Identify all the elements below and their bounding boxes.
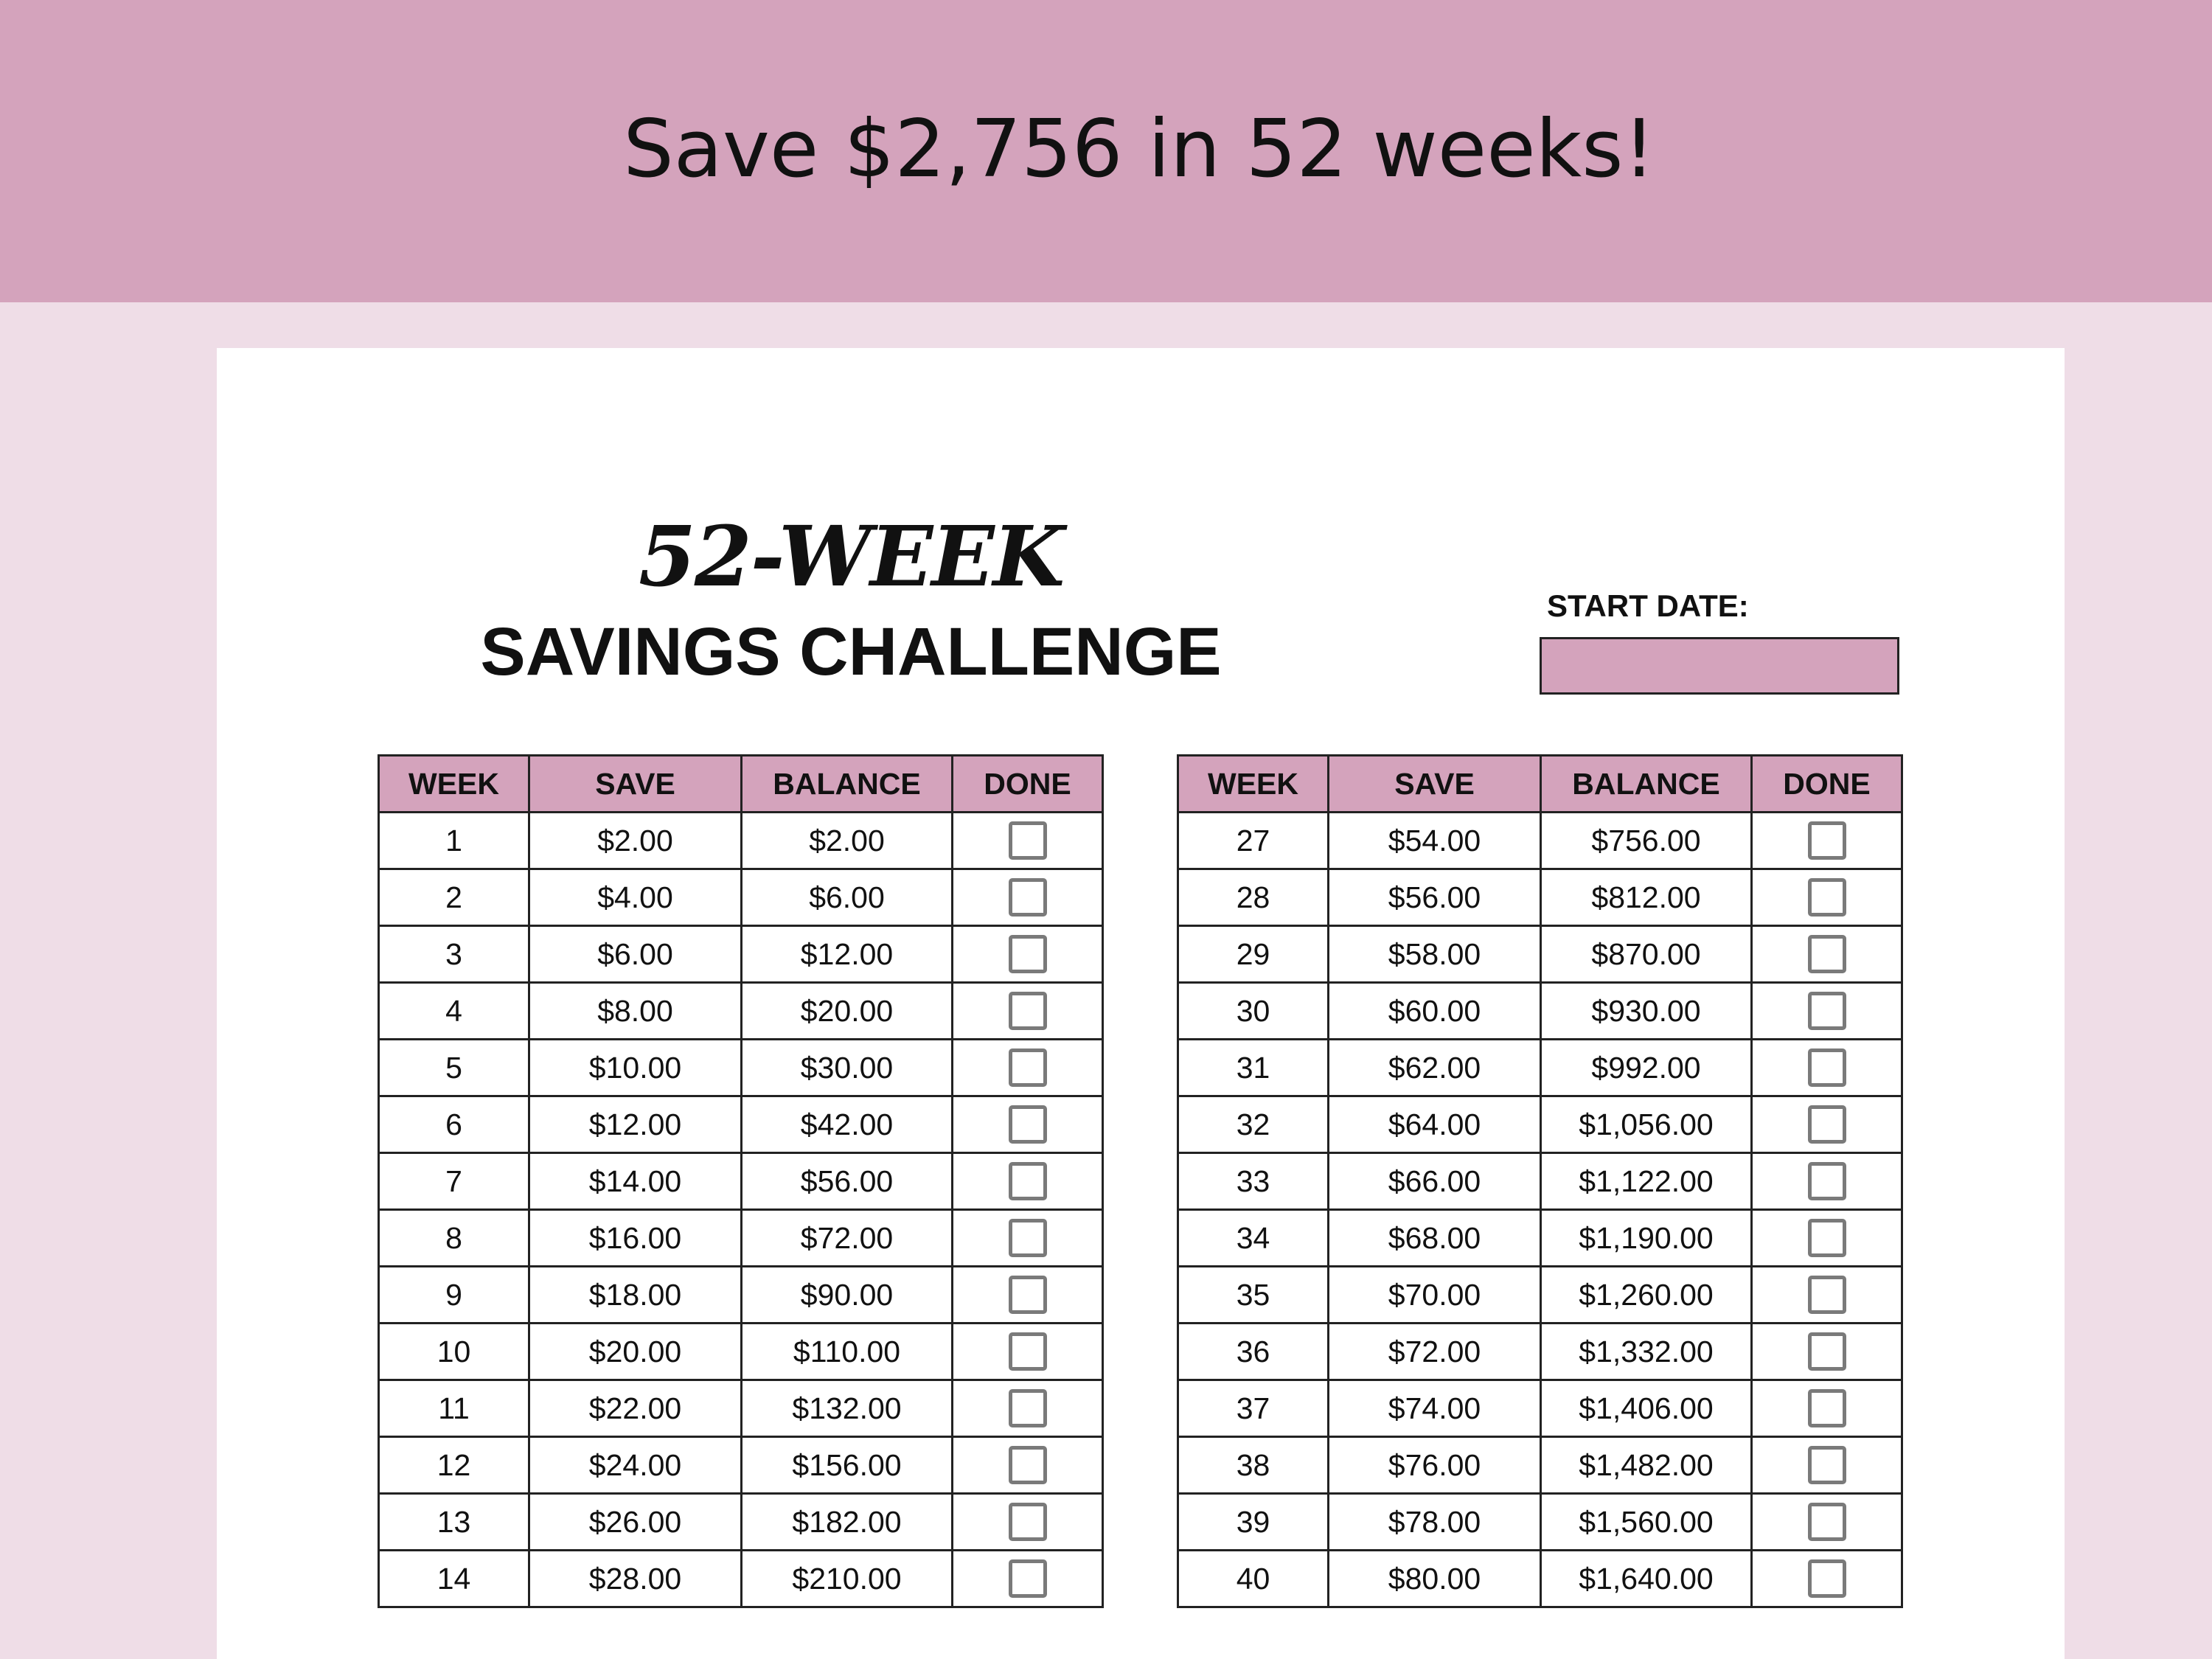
done-cell: [1752, 869, 1902, 926]
week-cell: 6: [379, 1096, 529, 1153]
table-row: [379, 1494, 1103, 1551]
balance-cell: $90.00: [742, 1267, 953, 1324]
week-cell: 5: [379, 1040, 529, 1096]
week-cell: 28: [1178, 869, 1329, 926]
save-cell: $60.00: [1329, 983, 1541, 1040]
done-cell: [1752, 1494, 1902, 1551]
header-week: WEEK: [379, 756, 529, 813]
balance-cell: $1,640.00: [1541, 1551, 1752, 1607]
table-row: [1178, 1096, 1902, 1153]
checkbox-icon[interactable]: [1009, 1389, 1047, 1427]
save-cell: $80.00: [1329, 1551, 1541, 1607]
week-cell: 35: [1178, 1267, 1329, 1324]
save-cell: $12.00: [529, 1096, 742, 1153]
table-row: [1178, 1267, 1902, 1324]
done-cell: [1752, 1096, 1902, 1153]
week-cell: 27: [1178, 813, 1329, 869]
table-row: [379, 1040, 1103, 1096]
checkbox-icon[interactable]: [1009, 1332, 1047, 1371]
done-cell: [953, 1551, 1103, 1607]
balance-cell: $2.00: [742, 813, 953, 869]
done-cell: [953, 1267, 1103, 1324]
save-cell: $66.00: [1329, 1153, 1541, 1210]
header-balance: BALANCE: [742, 756, 953, 813]
week-cell: 4: [379, 983, 529, 1040]
table-row: [1178, 1551, 1902, 1607]
done-cell: [1752, 1153, 1902, 1210]
checkbox-icon[interactable]: [1808, 1219, 1846, 1257]
save-cell: $8.00: [529, 983, 742, 1040]
save-cell: $64.00: [1329, 1096, 1541, 1153]
week-cell: 3: [379, 926, 529, 983]
week-cell: 36: [1178, 1324, 1329, 1380]
done-cell: [953, 983, 1103, 1040]
balance-cell: $156.00: [742, 1437, 953, 1494]
week-cell: 1: [379, 813, 529, 869]
save-cell: $20.00: [529, 1324, 742, 1380]
balance-cell: $210.00: [742, 1551, 953, 1607]
week-cell: 9: [379, 1267, 529, 1324]
done-cell: [1752, 813, 1902, 869]
savings-table-right: [1177, 754, 1903, 1608]
balance-cell: $132.00: [742, 1380, 953, 1437]
week-cell: 7: [379, 1153, 529, 1210]
checkbox-icon[interactable]: [1009, 1219, 1047, 1257]
done-cell: [1752, 1040, 1902, 1096]
save-cell: $78.00: [1329, 1494, 1541, 1551]
done-cell: [953, 1324, 1103, 1380]
start-date-label: START DATE:: [1547, 588, 1749, 623]
checkbox-icon[interactable]: [1808, 1389, 1846, 1427]
checkbox-icon[interactable]: [1009, 1276, 1047, 1314]
balance-cell: $182.00: [742, 1494, 953, 1551]
save-cell: $16.00: [529, 1210, 742, 1267]
week-cell: 10: [379, 1324, 529, 1380]
balance-cell: $72.00: [742, 1210, 953, 1267]
table-header-row: [1178, 756, 1902, 813]
balance-cell: $6.00: [742, 869, 953, 926]
checkbox-icon[interactable]: [1808, 821, 1846, 860]
table-row: [379, 1324, 1103, 1380]
save-cell: $22.00: [529, 1380, 742, 1437]
week-cell: 31: [1178, 1040, 1329, 1096]
savings-table-left: [378, 754, 1104, 1608]
done-cell: [953, 1096, 1103, 1153]
checkbox-icon[interactable]: [1808, 1162, 1846, 1200]
done-cell: [1752, 1551, 1902, 1607]
checkbox-icon[interactable]: [1009, 992, 1047, 1030]
balance-cell: $56.00: [742, 1153, 953, 1210]
balance-cell: $12.00: [742, 926, 953, 983]
balance-cell: $42.00: [742, 1096, 953, 1153]
table-row: [379, 869, 1103, 926]
title-52-week: 52-WEEK: [638, 509, 1064, 605]
week-cell: 12: [379, 1437, 529, 1494]
checkbox-icon[interactable]: [1808, 1446, 1846, 1484]
table-row: [379, 1437, 1103, 1494]
table-row: [379, 983, 1103, 1040]
balance-cell: $20.00: [742, 983, 953, 1040]
save-cell: $56.00: [1329, 869, 1541, 926]
checkbox-icon[interactable]: [1009, 1446, 1047, 1484]
table-row: [379, 1551, 1103, 1607]
balance-cell: $1,122.00: [1541, 1153, 1752, 1210]
balance-cell: $1,056.00: [1541, 1096, 1752, 1153]
table-row: [379, 813, 1103, 869]
save-cell: $76.00: [1329, 1437, 1541, 1494]
table-header-row: [379, 756, 1103, 813]
table-row: [379, 1380, 1103, 1437]
save-cell: $14.00: [529, 1153, 742, 1210]
done-cell: [953, 1210, 1103, 1267]
week-cell: 40: [1178, 1551, 1329, 1607]
table-row: [1178, 1437, 1902, 1494]
table-row: [379, 1210, 1103, 1267]
header-save: SAVE: [1329, 756, 1541, 813]
balance-cell: $1,260.00: [1541, 1267, 1752, 1324]
table-row: [1178, 983, 1902, 1040]
table-row: [1178, 1380, 1902, 1437]
save-cell: $6.00: [529, 926, 742, 983]
table-row: [1178, 1210, 1902, 1267]
checkbox-icon[interactable]: [1808, 1559, 1846, 1598]
save-cell: $58.00: [1329, 926, 1541, 983]
balance-cell: $756.00: [1541, 813, 1752, 869]
save-cell: $68.00: [1329, 1210, 1541, 1267]
table-row: [1178, 1040, 1902, 1096]
table-row: [379, 1267, 1103, 1324]
done-cell: [1752, 1437, 1902, 1494]
banner-headline: Save $2,756 in 52 weeks!: [623, 103, 1655, 195]
done-cell: [1752, 1380, 1902, 1437]
save-cell: $24.00: [529, 1437, 742, 1494]
save-cell: $10.00: [529, 1040, 742, 1096]
balance-cell: $1,560.00: [1541, 1494, 1752, 1551]
checkbox-icon[interactable]: [1808, 992, 1846, 1030]
header-balance: BALANCE: [1541, 756, 1752, 813]
week-cell: 37: [1178, 1380, 1329, 1437]
done-cell: [953, 1437, 1103, 1494]
header-save: SAVE: [529, 756, 742, 813]
start-date-field[interactable]: [1540, 637, 1899, 695]
checkbox-icon[interactable]: [1808, 1276, 1846, 1314]
week-cell: 13: [379, 1494, 529, 1551]
checkbox-icon[interactable]: [1808, 1105, 1846, 1144]
balance-cell: $1,332.00: [1541, 1324, 1752, 1380]
save-cell: $2.00: [529, 813, 742, 869]
balance-cell: $30.00: [742, 1040, 953, 1096]
save-cell: $4.00: [529, 869, 742, 926]
done-cell: [1752, 926, 1902, 983]
save-cell: $26.00: [529, 1494, 742, 1551]
week-cell: 39: [1178, 1494, 1329, 1551]
week-cell: 32: [1178, 1096, 1329, 1153]
header-week: WEEK: [1178, 756, 1329, 813]
title-savings-challenge: SAVINGS CHALLENGE: [480, 614, 1222, 689]
checkbox-icon[interactable]: [1009, 1503, 1047, 1541]
week-cell: 38: [1178, 1437, 1329, 1494]
done-cell: [953, 1494, 1103, 1551]
balance-cell: $812.00: [1541, 869, 1752, 926]
table-row: [1178, 869, 1902, 926]
done-cell: [953, 1380, 1103, 1437]
save-cell: $62.00: [1329, 1040, 1541, 1096]
table-row: [1178, 1494, 1902, 1551]
checkbox-icon[interactable]: [1009, 1162, 1047, 1200]
balance-cell: $870.00: [1541, 926, 1752, 983]
table-row: [1178, 813, 1902, 869]
table-row: [1178, 1324, 1902, 1380]
checkbox-icon[interactable]: [1009, 935, 1047, 973]
table-row: [1178, 1153, 1902, 1210]
done-cell: [1752, 1210, 1902, 1267]
balance-cell: $1,482.00: [1541, 1437, 1752, 1494]
save-cell: $18.00: [529, 1267, 742, 1324]
balance-cell: $1,406.00: [1541, 1380, 1752, 1437]
done-cell: [953, 813, 1103, 869]
balance-cell: $930.00: [1541, 983, 1752, 1040]
checkbox-icon[interactable]: [1808, 1503, 1846, 1541]
printable-sheet: [217, 348, 2065, 1659]
week-cell: 33: [1178, 1153, 1329, 1210]
balance-cell: $992.00: [1541, 1040, 1752, 1096]
done-cell: [953, 1153, 1103, 1210]
week-cell: 34: [1178, 1210, 1329, 1267]
week-cell: 8: [379, 1210, 529, 1267]
balance-cell: $110.00: [742, 1324, 953, 1380]
checkbox-icon[interactable]: [1808, 935, 1846, 973]
table-row: [1178, 926, 1902, 983]
week-cell: 29: [1178, 926, 1329, 983]
checkbox-icon[interactable]: [1009, 1559, 1047, 1598]
done-cell: [953, 926, 1103, 983]
promo-banner: [0, 0, 2212, 302]
week-cell: 30: [1178, 983, 1329, 1040]
done-cell: [953, 1040, 1103, 1096]
checkbox-icon[interactable]: [1009, 878, 1047, 917]
checkbox-icon[interactable]: [1808, 1332, 1846, 1371]
done-cell: [1752, 1324, 1902, 1380]
save-cell: $74.00: [1329, 1380, 1541, 1437]
save-cell: $72.00: [1329, 1324, 1541, 1380]
save-cell: $70.00: [1329, 1267, 1541, 1324]
done-cell: [1752, 983, 1902, 1040]
header-done: DONE: [953, 756, 1103, 813]
checkbox-icon[interactable]: [1808, 1048, 1846, 1087]
table-row: [379, 926, 1103, 983]
checkbox-icon[interactable]: [1009, 821, 1047, 860]
done-cell: [953, 869, 1103, 926]
save-cell: $28.00: [529, 1551, 742, 1607]
week-cell: 14: [379, 1551, 529, 1607]
checkbox-icon[interactable]: [1009, 1048, 1047, 1087]
checkbox-icon[interactable]: [1808, 878, 1846, 917]
done-cell: [1752, 1267, 1902, 1324]
table-row: [379, 1096, 1103, 1153]
balance-cell: $1,190.00: [1541, 1210, 1752, 1267]
table-row: [379, 1153, 1103, 1210]
week-cell: 2: [379, 869, 529, 926]
checkbox-icon[interactable]: [1009, 1105, 1047, 1144]
header-done: DONE: [1752, 756, 1902, 813]
save-cell: $54.00: [1329, 813, 1541, 869]
week-cell: 11: [379, 1380, 529, 1437]
